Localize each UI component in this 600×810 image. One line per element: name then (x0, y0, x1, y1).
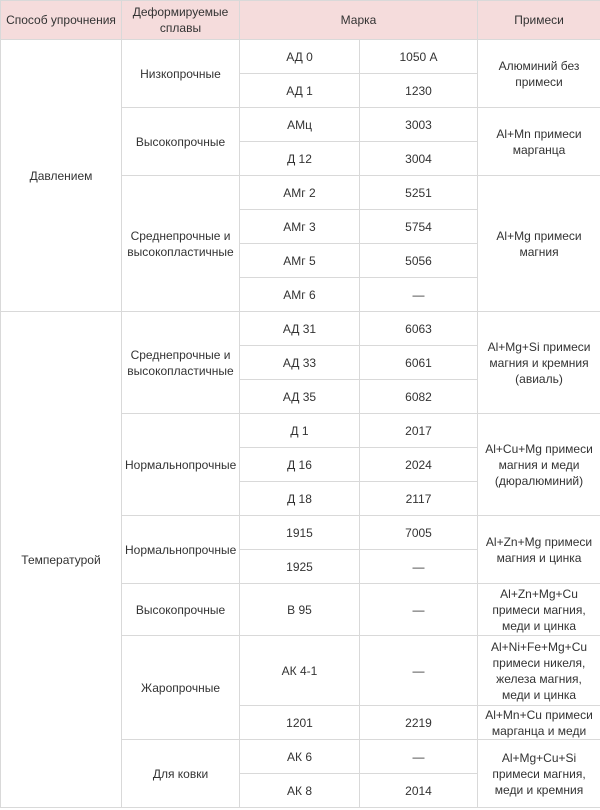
grade-cell: В 95 (240, 584, 360, 636)
impurity-cell: Al+Mg+Cu+Si примеси магния, меди и кремния (478, 740, 600, 808)
code-cell: 3004 (360, 142, 478, 176)
group-cell: Для ковки (122, 740, 240, 808)
group-cell: Среднепрочные и высокопластичные (122, 176, 240, 312)
impurity-cell: Al+Mn примеси марганца (478, 108, 600, 176)
header-impurities: Примеси (478, 1, 600, 40)
grade-cell: АД 35 (240, 380, 360, 414)
code-cell: 1050 А (360, 40, 478, 74)
code-cell: 2017 (360, 414, 478, 448)
grade-cell: АМг 3 (240, 210, 360, 244)
grade-cell: АД 33 (240, 346, 360, 380)
group-cell: Низкопрочные (122, 40, 240, 108)
header-grade: Марка (240, 1, 478, 40)
code-cell: 1230 (360, 74, 478, 108)
group-cell: Жаропрочные (122, 636, 240, 740)
code-cell: — (360, 584, 478, 636)
method-cell: Давлением (1, 40, 122, 312)
impurity-cell: Al+Cu+Mg примеси магния и меди (дюралюминий) (478, 414, 600, 516)
grade-cell: АД 0 (240, 40, 360, 74)
code-cell: 5251 (360, 176, 478, 210)
grade-cell: АМг 5 (240, 244, 360, 278)
grade-cell: АМг 6 (240, 278, 360, 312)
code-cell: 5754 (360, 210, 478, 244)
group-cell: Высокопрочные (122, 108, 240, 176)
group-cell: Нормальнопрочные (122, 414, 240, 516)
grade-cell: АМг 2 (240, 176, 360, 210)
table-row (1, 312, 600, 346)
code-cell: 2024 (360, 448, 478, 482)
code-cell: 5056 (360, 244, 478, 278)
impurity-cell: Al+Mn+Cu примеси марганца и меди (478, 706, 600, 740)
code-cell: 3003 (360, 108, 478, 142)
group-cell: Среднепрочные и высокопластичные (122, 312, 240, 414)
grade-cell: АМц (240, 108, 360, 142)
code-cell: — (360, 278, 478, 312)
code-cell: 7005 (360, 516, 478, 550)
grade-cell: АК 6 (240, 740, 360, 774)
grade-cell: АК 8 (240, 774, 360, 808)
code-cell: — (360, 740, 478, 774)
code-cell: 2117 (360, 482, 478, 516)
grade-cell: АД 1 (240, 74, 360, 108)
impurity-cell: Al+Mg примеси магния (478, 176, 600, 312)
grade-cell: 1925 (240, 550, 360, 584)
grade-cell: АД 31 (240, 312, 360, 346)
code-cell: 6082 (360, 380, 478, 414)
group-cell: Нормальнопрочные (122, 516, 240, 584)
code-cell: 2014 (360, 774, 478, 808)
code-cell: 6061 (360, 346, 478, 380)
grade-cell: Д 1 (240, 414, 360, 448)
impurity-cell: Al+Zn+Mg примеси магния и цинка (478, 516, 600, 584)
impurity-cell: Al+Ni+Fe+Mg+Cu примеси никеля, железа магния, меди и цинка (478, 636, 600, 706)
impurity-cell: Al+Zn+Mg+Cu примеси магния, меди и цинка (478, 584, 600, 636)
grade-cell: Д 16 (240, 448, 360, 482)
grade-cell: 1915 (240, 516, 360, 550)
code-cell: — (360, 636, 478, 706)
grade-cell: Д 18 (240, 482, 360, 516)
group-cell: Высокопрочные (122, 584, 240, 636)
code-cell: 2219 (360, 706, 478, 740)
header-method: Способ упрочнения (1, 1, 122, 40)
table-row (1, 40, 600, 74)
grade-cell: Д 12 (240, 142, 360, 176)
impurity-cell: Al+Mg+Si примеси магния и кремния (авиаль) (478, 312, 600, 414)
method-cell: Температурой (1, 312, 122, 808)
grade-cell: 1201 (240, 706, 360, 740)
grade-cell: АК 4-1 (240, 636, 360, 706)
code-cell: — (360, 550, 478, 584)
header-alloys: Деформируемые сплавы (122, 1, 240, 40)
header-row (1, 1, 600, 40)
impurity-cell: Алюминий без примеси (478, 40, 600, 108)
code-cell: 6063 (360, 312, 478, 346)
